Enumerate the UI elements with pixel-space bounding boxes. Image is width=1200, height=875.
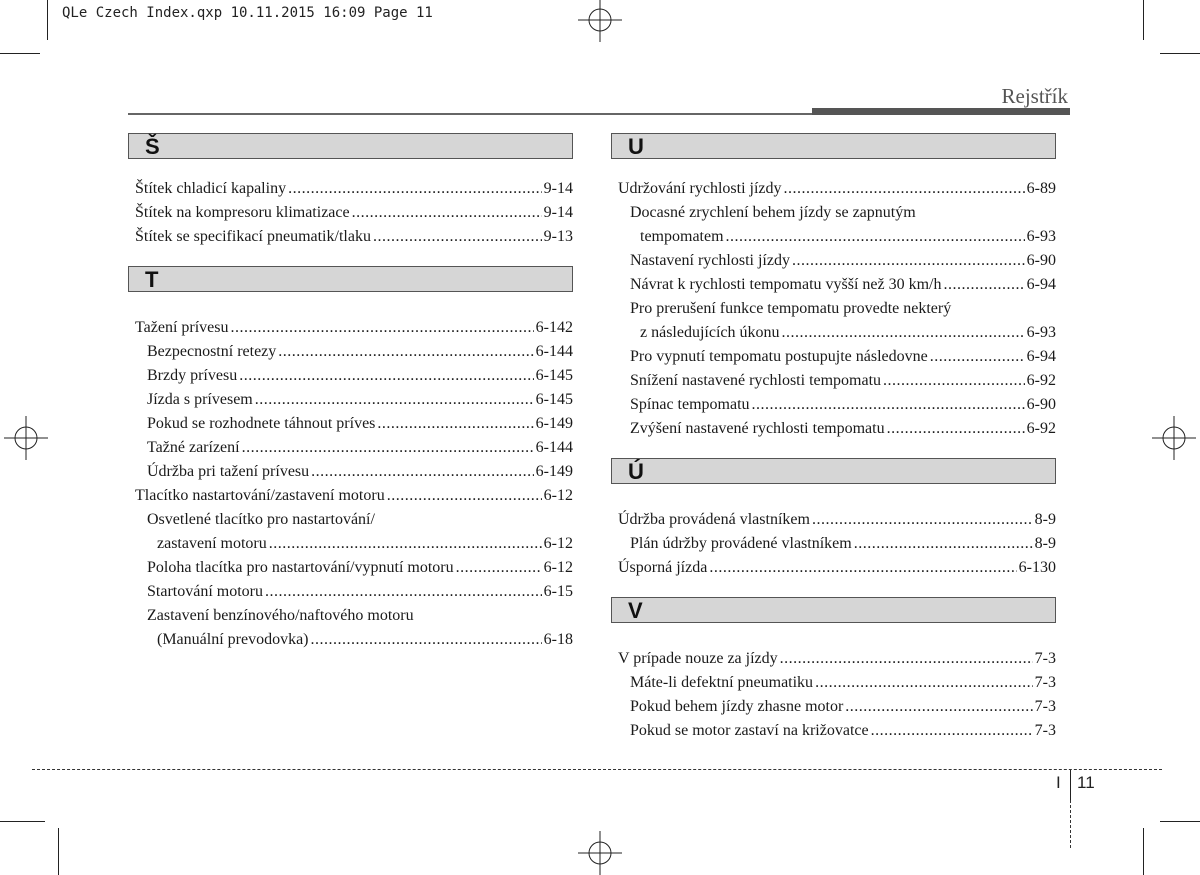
crop-mark (58, 828, 59, 875)
entry-page: 6-15 (543, 583, 573, 600)
leader-dots (709, 556, 1016, 580)
registration-mark-icon (4, 416, 48, 460)
folio-divider-dashed (1070, 800, 1071, 848)
index-entry-list (611, 159, 1056, 458)
entry-page: 9-14 (543, 204, 573, 221)
entry-text: Pokud se rozhodnete táhnout príves (147, 415, 376, 432)
entry-text: Pokud behem jízdy zhasne motor (630, 698, 844, 715)
leader-dots (231, 316, 534, 340)
entry-page: 6-89 (1026, 180, 1056, 197)
index-column-right (611, 133, 1056, 760)
leader-dots (784, 177, 1025, 201)
entry-text: V prípade nouze za jízdy (618, 650, 778, 667)
section-heading (128, 133, 573, 159)
leader-dots (269, 532, 542, 556)
index-entry (128, 484, 573, 508)
entry-page: 6-145 (535, 367, 573, 384)
index-entry (611, 508, 1056, 532)
print-slug: QLe Czech Index.qxp 10.11.2015 16:09 Page 11 (62, 5, 433, 21)
entry-page: 6-144 (535, 343, 573, 360)
index-subentry (611, 417, 1056, 441)
entry-text: zastavení motoru (157, 535, 267, 552)
entry-page: 6-142 (535, 319, 573, 336)
registration-mark-icon (1152, 416, 1196, 460)
index-subentry-line: Pro prerušení funkce tempomatu provedte nekterý (630, 300, 952, 317)
entry-page: 6-18 (543, 631, 573, 648)
leader-dots (854, 532, 1033, 556)
crop-mark (0, 821, 45, 822)
crop-mark (1160, 53, 1200, 54)
index-subentry (128, 340, 573, 364)
folio-section-letter: I (1056, 773, 1061, 792)
entry-page: 6-149 (535, 463, 573, 480)
crop-mark (1143, 828, 1144, 875)
section-letter: Ú (628, 459, 644, 484)
index-section (611, 458, 1056, 597)
leader-dots (278, 340, 533, 364)
entry-text: Tažné zarízení (147, 439, 240, 456)
entry-text: Udržování rychlosti jízdy (618, 180, 782, 197)
footer-rule (32, 769, 1162, 770)
leader-dots (239, 364, 533, 388)
entry-page: 6-149 (535, 415, 573, 432)
crop-mark (0, 53, 40, 54)
entry-text: z následujících úkonu (640, 324, 780, 341)
index-subentry (611, 249, 1056, 273)
index-entry-list (611, 484, 1056, 597)
entry-text: Máte-li defektní pneumatiku (630, 674, 814, 691)
entry-page: 6-130 (1018, 559, 1056, 576)
index-subentry (128, 556, 573, 580)
entry-text: Brzdy prívesu (147, 367, 238, 384)
entry-text: tempomatem (640, 228, 724, 245)
entry-page: 6-94 (1026, 276, 1056, 293)
registration-mark-icon (578, 831, 622, 875)
entry-text: Tlacítko nastartování/zastavení motoru (135, 487, 385, 504)
index-subentry (611, 345, 1056, 369)
leader-dots (883, 369, 1025, 393)
entry-text: Štítek na kompresoru klimatizace (135, 204, 350, 221)
entry-text: Poloha tlacítka pro nastartování/vypnutí motoru (147, 559, 454, 576)
section-letter: T (145, 267, 159, 292)
entry-text: Štítek chladicí kapaliny (135, 180, 287, 197)
folio-divider (1070, 770, 1071, 800)
index-column-left (128, 133, 573, 669)
index-subentry-continuation (128, 628, 573, 652)
index-entry (128, 201, 573, 225)
entry-text: Jízda s prívesem (147, 391, 253, 408)
entry-text: Návrat k rychlosti tempomatu vyšší než 30 km/h (630, 276, 942, 293)
section-heading (611, 458, 1056, 484)
index-subentry (611, 671, 1056, 695)
index-entry (611, 177, 1056, 201)
index-subentry (611, 369, 1056, 393)
entry-page: 8-9 (1034, 511, 1056, 528)
entry-page: 6-90 (1026, 396, 1056, 413)
index-subentry (128, 580, 573, 604)
index-subentry (611, 393, 1056, 417)
entry-text: Pokud se motor zastaví na križovatce (630, 722, 869, 739)
leader-dots (930, 345, 1025, 369)
crop-mark (1143, 0, 1144, 40)
leader-dots (871, 719, 1033, 743)
leader-dots (845, 695, 1032, 719)
entry-page: 6-93 (1026, 324, 1056, 341)
index-subentry-continuation (611, 321, 1056, 345)
entry-page: 8-9 (1034, 535, 1056, 552)
entry-text: Nastavení rychlosti jízdy (630, 252, 790, 269)
index-entry (128, 177, 573, 201)
entry-text: Údržba pri tažení prívesu (147, 463, 310, 480)
entry-text: Bezpecnostní retezy (147, 343, 277, 360)
leader-dots (255, 388, 534, 412)
leader-dots (456, 556, 542, 580)
leader-dots (752, 393, 1025, 417)
entry-text: Tažení prívesu (135, 319, 229, 336)
leader-dots (782, 321, 1025, 345)
crop-mark (47, 0, 48, 40)
index-entry-list (128, 159, 573, 266)
index-subentry (611, 719, 1056, 743)
index-entry (611, 556, 1056, 580)
entry-text: Plán údržby provádené vlastníkem (630, 535, 852, 552)
leader-dots (311, 628, 542, 652)
index-entry-list (128, 292, 573, 669)
entry-page: 6-12 (543, 535, 573, 552)
leader-dots (265, 580, 542, 604)
section-letter: U (628, 134, 644, 159)
index-subentry (128, 436, 573, 460)
leader-dots (780, 647, 1033, 671)
page-header-title: Rejstřík (1001, 84, 1068, 108)
index-subentry (128, 364, 573, 388)
entry-page: 6-92 (1026, 420, 1056, 437)
section-heading (611, 597, 1056, 623)
section-letter: Š (145, 134, 160, 159)
index-subentry-line: Docasné zrychlení behem jízdy se zapnutým (630, 204, 916, 221)
entry-text: Startování motoru (147, 583, 263, 600)
entry-page: 7-3 (1034, 674, 1056, 691)
entry-page: 6-92 (1026, 372, 1056, 389)
entry-text: Snížení nastavené rychlosti tempomatu (630, 372, 882, 389)
page-number: 11 (1077, 773, 1095, 792)
entry-text: Zvýšení nastavené rychlosti tempomatu (630, 420, 885, 437)
leader-dots (288, 177, 542, 201)
crop-mark (1160, 821, 1200, 822)
entry-text: Údržba provádená vlastníkem (618, 511, 810, 528)
leader-dots (944, 273, 1025, 297)
section-heading (128, 266, 573, 292)
index-subentry (128, 460, 573, 484)
index-section (128, 266, 573, 669)
section-heading (611, 133, 1056, 159)
leader-dots (792, 249, 1025, 273)
entry-page: 6-145 (535, 391, 573, 408)
registration-mark-icon (578, 0, 622, 42)
entry-page: 7-3 (1034, 698, 1056, 715)
index-section (128, 133, 573, 266)
leader-dots (242, 436, 534, 460)
leader-dots (373, 225, 542, 249)
index-subentry (611, 273, 1056, 297)
leader-dots (887, 417, 1025, 441)
entry-page: 6-90 (1026, 252, 1056, 269)
entry-text: Štítek se specifikací pneumatik/tlaku (135, 228, 371, 245)
index-subentry (128, 388, 573, 412)
entry-page: 7-3 (1034, 650, 1056, 667)
leader-dots (726, 225, 1025, 249)
index-section (611, 133, 1056, 458)
entry-text: Úsporná jízda (618, 559, 708, 576)
index-subentry-line: Osvetlené tlacítko pro nastartování/ (147, 511, 375, 528)
index-subentry (611, 695, 1056, 719)
index-entry (611, 647, 1056, 671)
entry-page: 6-94 (1026, 348, 1056, 365)
index-subentry (128, 412, 573, 436)
leader-dots (812, 508, 1033, 532)
leader-dots (387, 484, 542, 508)
leader-dots (377, 412, 533, 436)
entry-text: Pro vypnutí tempomatu postupujte následovne (630, 348, 928, 365)
index-subentry-continuation (611, 225, 1056, 249)
section-letter: V (628, 598, 643, 623)
entry-text: Spínac tempomatu (630, 396, 750, 413)
entry-page: 6-12 (543, 559, 573, 576)
index-entry-list (611, 623, 1056, 760)
leader-dots (352, 201, 542, 225)
entry-page: 6-144 (535, 439, 573, 456)
index-entry (128, 225, 573, 249)
entry-page: 7-3 (1034, 722, 1056, 739)
leader-dots (815, 671, 1033, 695)
entry-page: 6-12 (543, 487, 573, 504)
index-subentry-line: Zastavení benzínového/naftového motoru (147, 607, 414, 624)
header-rule-accent (812, 108, 1070, 115)
index-entry (128, 316, 573, 340)
index-subentry-continuation (128, 532, 573, 556)
entry-page: 9-13 (543, 228, 573, 245)
leader-dots (311, 460, 534, 484)
entry-text: (Manuální prevodovka) (157, 631, 309, 648)
entry-page: 6-93 (1026, 228, 1056, 245)
entry-page: 9-14 (543, 180, 573, 197)
index-section (611, 597, 1056, 760)
index-subentry (611, 532, 1056, 556)
